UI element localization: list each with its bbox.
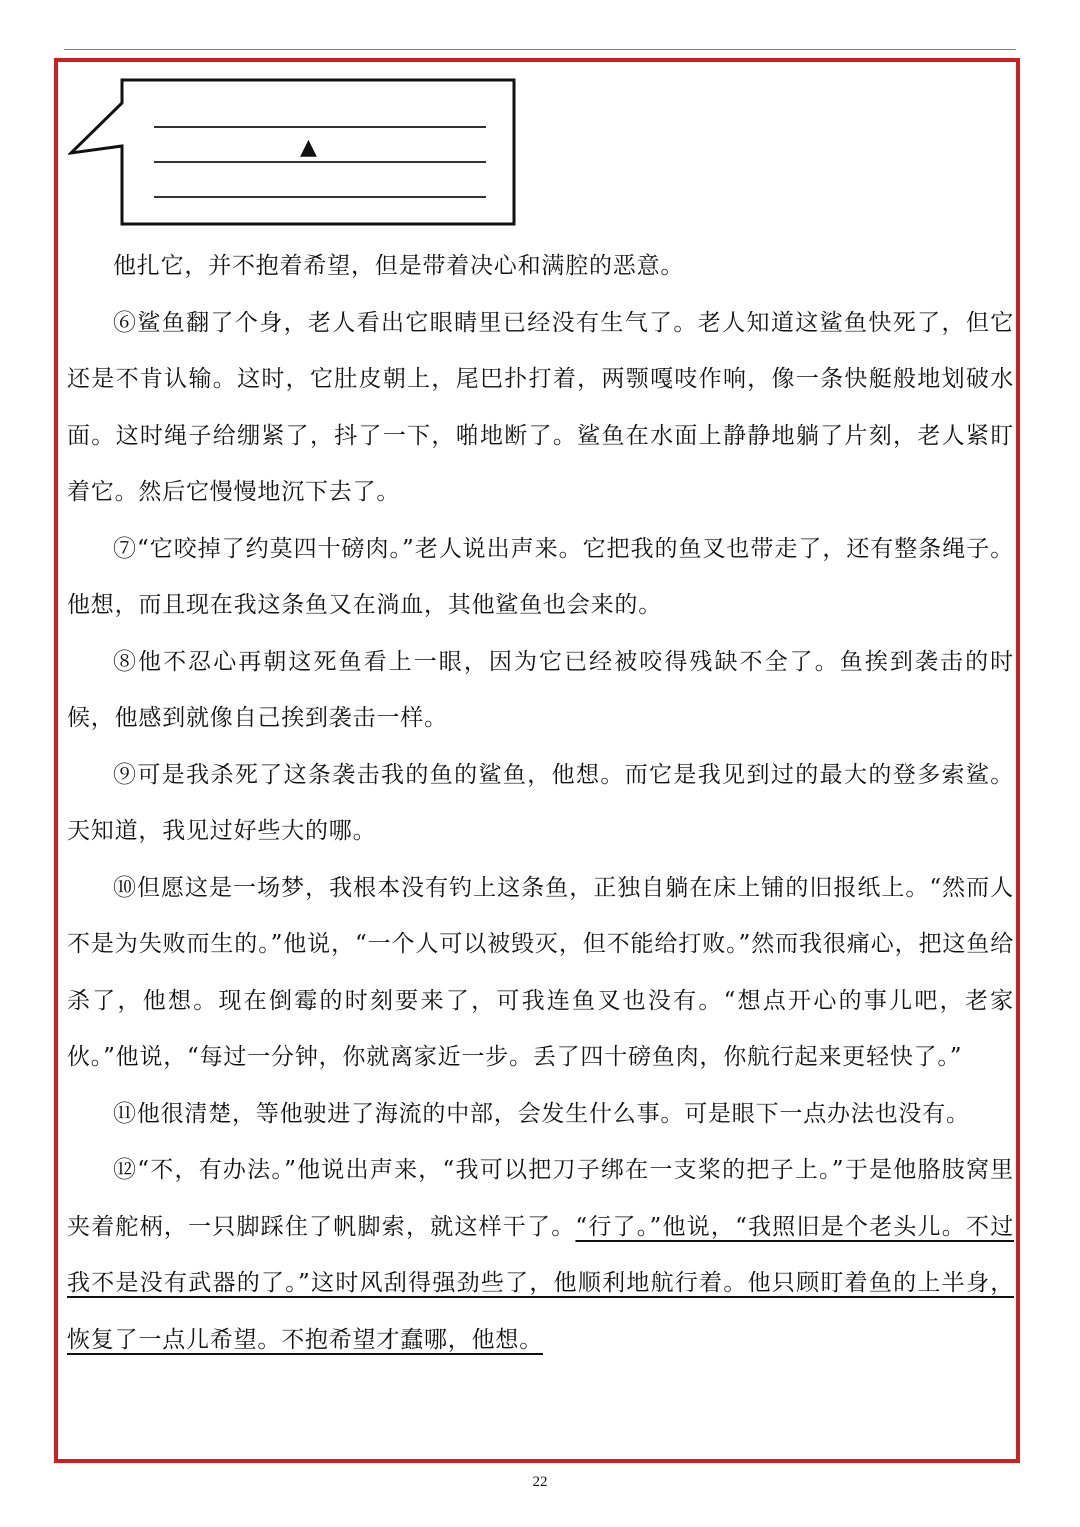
underlined-passage: “行了。”他说，“我照旧是个老头儿。不过我不是没有武器的了。”这时风刮得强劲些了，他顺利地航行着。他只顾盯着鱼的上半身，恢复了一点儿希望。不抱希望才蠢哪，他想。 <box>67 1213 1014 1353</box>
paragraph-8: ⑧他不忍心再朝这死鱼看上一眼，因为它已经被咬得残缺不全了。鱼挨到袭击的时候，他感到就像自己挨到袭击一样。 <box>67 648 1014 731</box>
answer-line-2 <box>154 161 486 163</box>
speech-bubble-outline <box>68 77 518 227</box>
paragraph-7: ⑦“它咬掉了约莫四十磅肉。”老人说出声来。它把我的鱼叉也带走了，还有整条绳子。他想，而且现在我这条鱼又在淌血，其他鲨鱼也会来的。 <box>67 535 1014 618</box>
answer-line-1 <box>154 126 486 128</box>
paragraph-12 <box>67 1142 1014 1368</box>
paragraph-11: ⑪他很清楚，等他驶进了海流的中部，会发生什么事。可是眼下一点办法也没有。 <box>113 1100 970 1127</box>
paragraph-10: ⑩但愿这是一场梦，我根本没有钓上这条鱼，正独自躺在床上铺的旧报纸上。“然而人不是为失败而生的。”他说，“一个人可以被毁灭，但不能给打败。”然而我很痛心，把这鱼给杀了，他想。现在倒霉的时刻要来了，可我连鱼叉也没有。“想点开心的事儿吧，老家伙。”他说，“每过一分钟，你就离家近一步。丢了四十磅鱼肉，你航行起来更轻快了。” <box>67 874 1014 1070</box>
triangle-placeholder-icon: ▲ <box>300 135 317 160</box>
story-text <box>67 238 1014 1368</box>
paragraph-9: ⑨可是我杀死了这条袭击我的鱼的鲨鱼，他想。而它是我见到过的最大的登多索鲨。天知道，我见过好些大的哪。 <box>67 761 1014 844</box>
paragraph-6: ⑥鲨鱼翻了个身，老人看出它眼睛里已经没有生气了。老人知道这鲨鱼快死了，但它还是不肯认输。这时，它肚皮朝上，尾巴扑打着，两颚嘎吱作响，像一条快艇般地划破水面。这时绳子给绷紧了，抖了一下，啪地断了。鲨鱼在水面上静静地躺了片刻，老人紧盯着它。然后它慢慢地沉下去了。 <box>67 309 1014 505</box>
paragraph-1: 他扎它，并不抱着希望，但是带着决心和满腔的恶意。 <box>113 253 685 279</box>
answer-speech-bubble <box>68 77 518 227</box>
paragraph-12-intro: ⑫“不，有办法。”他说出声来，“我可以把刀子绑在一支桨的把子上。”于是他胳肢窝里夹着舵柄，一只脚踩住了帆脚索，就这样干了。 <box>67 1157 1014 1240</box>
answer-line-3 <box>154 196 486 198</box>
page-number: 22 <box>532 1474 548 1490</box>
header-rule <box>64 49 1016 50</box>
